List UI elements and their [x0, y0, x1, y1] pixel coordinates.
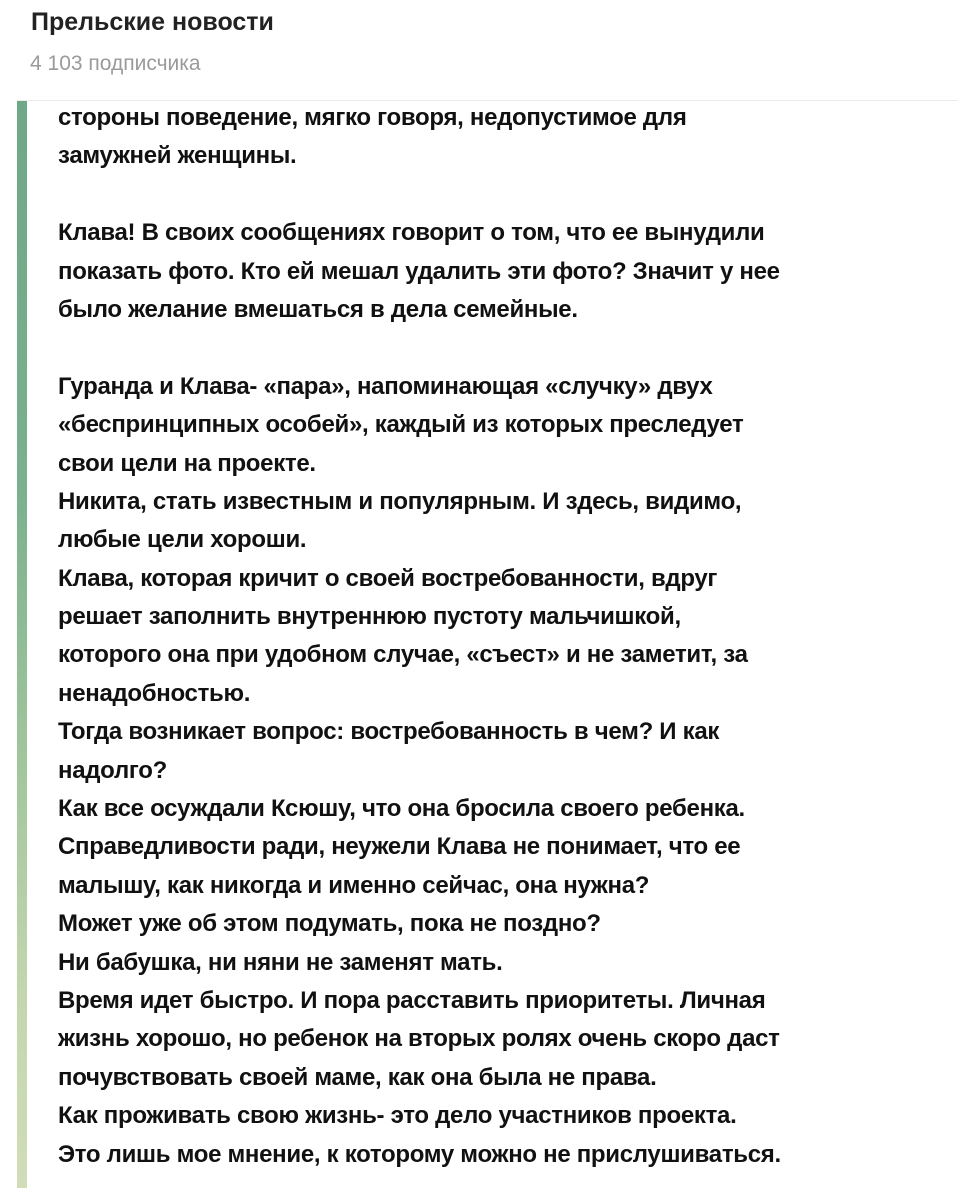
subscriber-count: 4 103 подписчика [30, 52, 201, 75]
message-line: Как все осуждали Ксюшу, что она бросила своего ребенка. [58, 795, 745, 823]
message-line: замужней женщины. [58, 142, 297, 170]
message-text [58, 99, 958, 1174]
message-line: малышу, как никогда и именно сейчас, она нужна? [58, 871, 650, 899]
message-line: почувствовать своей маме, как она была не права. [58, 1063, 657, 1091]
message-line: Может уже об этом подумать, пока не поздно? [58, 910, 601, 938]
message-line: Тогда возникает вопрос: востребованность в чем? И как [58, 718, 720, 746]
message-bubble[interactable] [27, 101, 958, 1188]
message-line: показать фото. Кто ей мешал удалить эти фото? Значит у нее [58, 257, 780, 285]
message-line: любые цели хороши. [58, 526, 307, 554]
message-line: Это лишь мое мнение, к которому можно не прислушиваться. [58, 1140, 781, 1168]
message-line: Справедливости ради, неужели Клава не понимает, что ее [58, 833, 741, 861]
message-line: Клава, которая кричит о своей востребованности, вдруг [58, 564, 718, 592]
chat-wallpaper [17, 101, 27, 1188]
message-line: решает заполнить внутреннюю пустоту мальчишкой, [58, 603, 681, 631]
message-line: жизнь хорошо, но ребенок на вторых ролях очень скоро даст [58, 1025, 780, 1053]
message-line [58, 329, 958, 367]
message-line: свои цели на проекте. [58, 449, 316, 477]
message-line: «беспринципных особей», каждый из которых преследует [58, 411, 744, 439]
message-line: Гуранда и Клава- «пара», напоминающая «случку» двух [58, 372, 713, 400]
message-line: надолго? [58, 756, 167, 784]
message-line: Ни бабушка, ни няни не заменят мать. [58, 948, 503, 976]
message-line: было желание вмешаться в дела семейные. [58, 295, 578, 323]
message-line: Время идет быстро. И пора расставить приоритеты. Личная [58, 986, 766, 1014]
message-line: ненадобностью. [58, 679, 251, 707]
channel-title[interactable]: Прельские новости [31, 8, 274, 36]
message-line: Клава! В своих сообщениях говорит о том, что ее вынудили [58, 219, 765, 247]
channel-header[interactable] [0, 0, 971, 100]
message-line [58, 176, 958, 214]
message-line: которого она при удобном случае, «съест» и не заметит, за [58, 641, 748, 669]
message-line: Как проживать свою жизнь- это дело участников проекта. [58, 1102, 737, 1130]
message-line: стороны поведение, мягко говоря, недопустимое для [58, 104, 687, 131]
message-line: Никита, стать известным и популярным. И здесь, видимо, [58, 487, 742, 515]
